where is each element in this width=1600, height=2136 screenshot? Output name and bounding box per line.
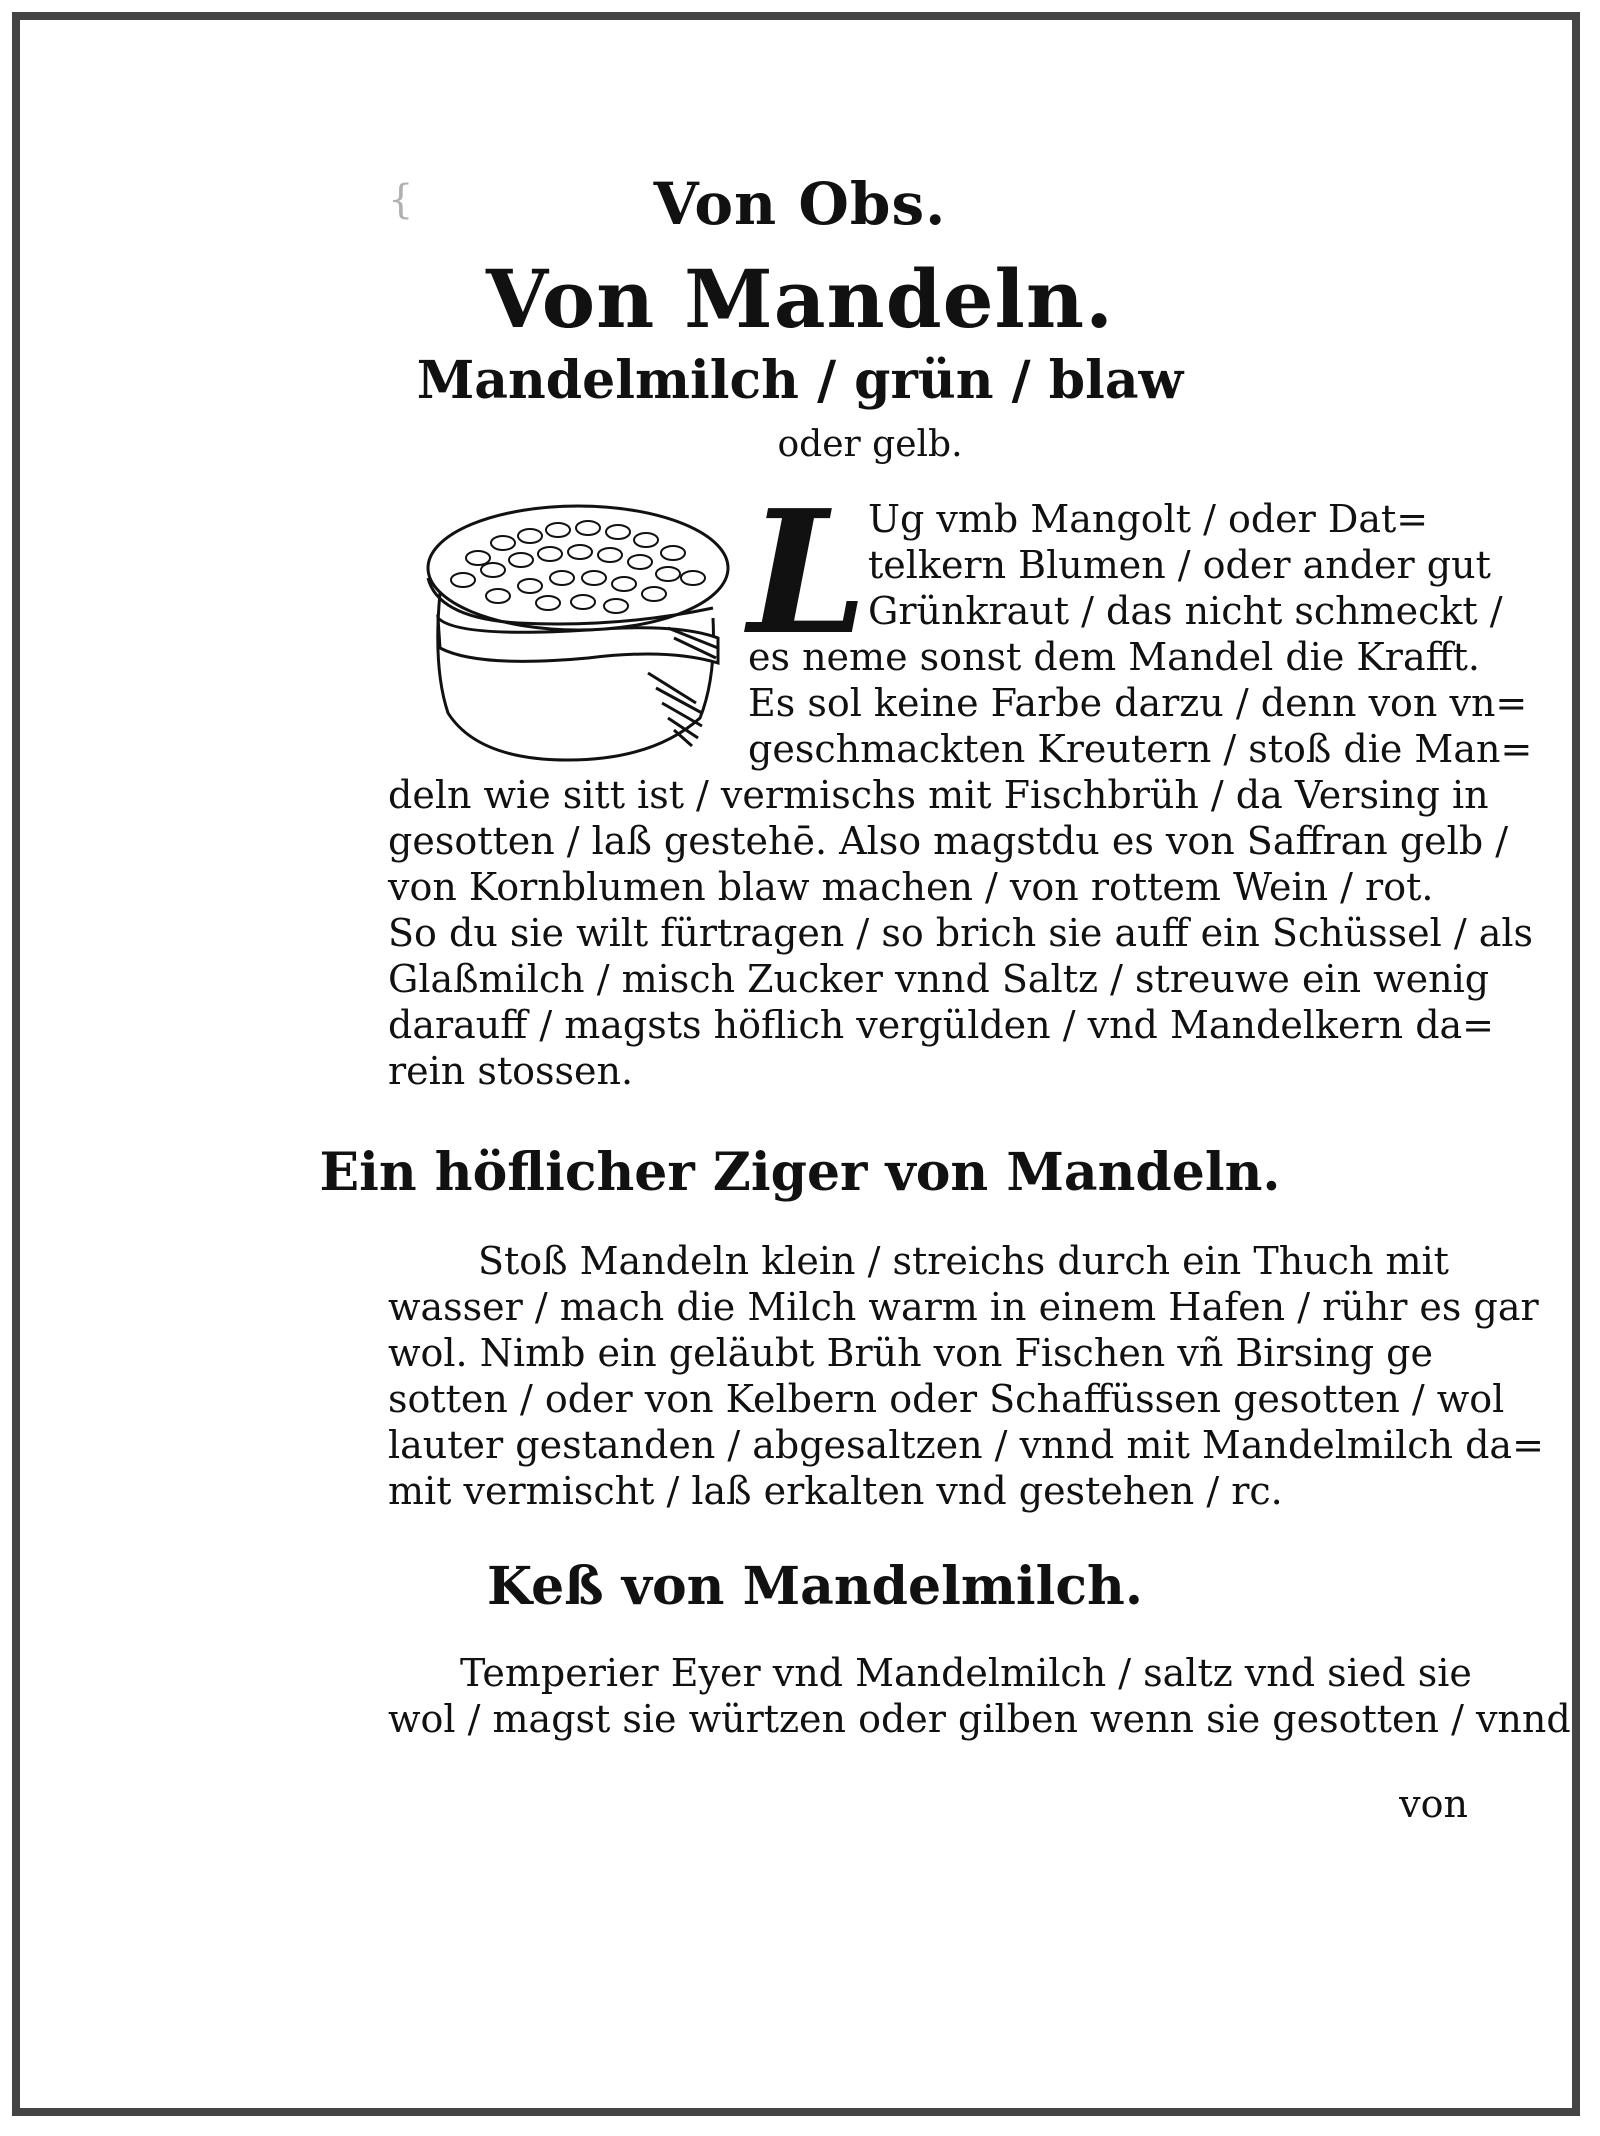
text-line: sotten / oder von Kelbern oder Schaffüssen gesotten / wol <box>388 1377 1505 1421</box>
text-line: Es sol keine Farbe darzu / denn von vn= <box>748 681 1528 725</box>
text-line: wol. Nimb ein geläubt Brüh von Fischen vñ Birsing ge <box>388 1331 1433 1375</box>
text-line: rein stossen. <box>388 1049 634 1093</box>
text-line: gesotten / laß gestehē. Also magstdu es von Saffran gelb / <box>388 819 1509 863</box>
text-line: Glaßmilch / misch Zucker vnnd Saltz / streuwe ein wenig <box>388 957 1490 1001</box>
text-line: geschmackten Kreutern / stoß die Man= <box>748 727 1533 771</box>
text-line: wol / magst sie würtzen oder gilben wenn sie gesotten / vnnd <box>388 1697 1571 1741</box>
text-line: Ug vmb Mangolt / oder Dat= <box>868 497 1429 541</box>
text-line: Stoß Mandeln klein / streichs durch ein Thuch mit <box>478 1239 1449 1283</box>
section-heading-ziger: Ein höflicher Ziger von Mandeln. <box>319 1142 1281 1203</box>
bleed-bracket-mark: { <box>388 177 414 223</box>
almond-sack-icon <box>418 498 748 768</box>
section-heading-kess: Keß von Mandelmilch. <box>487 1556 1143 1617</box>
text-line: von Kornblumen blaw machen / von rottem Wein / rot. <box>388 865 1434 909</box>
running-head: Von Obs. <box>653 170 947 238</box>
text-line: deln wie sitt ist / vermischs mit Fischbrüh / da Versing in <box>388 773 1489 817</box>
text-line: lauter gestanden / abgesaltzen / vnnd mit Mandelmilch da= <box>388 1423 1544 1467</box>
text-line: mit vermischt / laß erkalten vnd gestehen / rc. <box>388 1469 1283 1513</box>
drop-cap-initial: L <box>748 473 868 673</box>
page-title: Von Mandeln. <box>486 252 1114 346</box>
text-line: Temperier Eyer vnd Mandelmilch / saltz vnd sied sie <box>460 1651 1472 1695</box>
text-line: darauff / magsts höflich vergülden / vnd Mandelkern da= <box>388 1003 1495 1047</box>
section-subheading: oder gelb. <box>777 424 963 465</box>
text-line: Grünkraut / das nicht schmeckt / <box>868 589 1503 633</box>
text-line: So du sie wilt fürtragen / so brich sie auff ein Schüssel / als <box>388 911 1534 955</box>
text-line: telkern Blumen / oder ander gut <box>868 543 1491 587</box>
text-line: es neme sonst dem Mandel die Krafft. <box>748 635 1480 679</box>
text-line: wasser / mach die Milch warm in einem Hafen / rühr es gar <box>388 1285 1539 1329</box>
catchword: von <box>1399 1782 1468 1826</box>
section-heading-mandelmilch: Mandelmilch / grün / blaw <box>416 350 1184 411</box>
